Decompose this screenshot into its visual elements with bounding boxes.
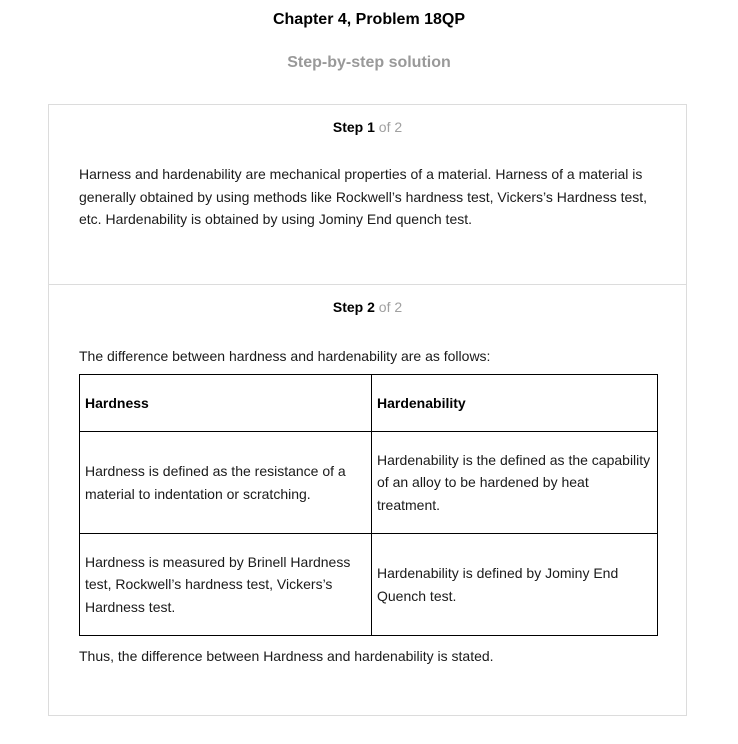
table-cell: Hardness is defined as the resistance of a material to indentation or scratching. — [80, 432, 372, 534]
step-2-label: Step — [332, 299, 364, 315]
solution-subtitle: Step-by-step solution — [287, 54, 451, 71]
table-cell: Hardness is measured by Brinell Hardness test, Rockwell’s hardness test, Vickers’s Hardness test. — [80, 534, 372, 636]
step-2-conclusion: Thus, the difference between Hardness and hardenability is stated. — [79, 648, 494, 664]
table-cell: Hardenability is the defined as the capability of an alloy to be hardened by heat treatment. — [372, 432, 658, 534]
step-1-header — [49, 119, 686, 135]
step-1-text: Harness and hardenability are mechanical properties of a material. Harness of a material is generally obtained by using methods like Rockwell’s hardness test, Vickers’s Hardness test, etc. Hardenability is obtained by using Jominy End quench test. — [79, 166, 648, 227]
table-cell: Hardenability is defined by Jominy End Quench test. — [372, 534, 658, 636]
step-2-number: 2 — [367, 299, 375, 315]
step-1-number: 1 — [367, 119, 375, 135]
table-row — [80, 534, 658, 636]
step-1-label: Step — [332, 119, 364, 135]
table-header-hardenability: Hardenability — [372, 375, 658, 432]
step-2-header — [49, 299, 686, 315]
step-1-section — [49, 105, 686, 284]
page-title: Chapter 4, Problem 18QP — [272, 11, 466, 28]
step-2-intro: The difference between hardness and hardenability are as follows: — [79, 348, 491, 364]
step-2-of-total: of 2 — [378, 299, 403, 315]
step-1-of-total: of 2 — [378, 119, 403, 135]
table-header-hardness: Hardness — [80, 375, 372, 432]
table-row — [80, 432, 658, 534]
step-2-section — [49, 284, 686, 717]
table-header-row — [80, 375, 658, 432]
solution-container — [48, 104, 687, 716]
comparison-table — [79, 374, 658, 636]
